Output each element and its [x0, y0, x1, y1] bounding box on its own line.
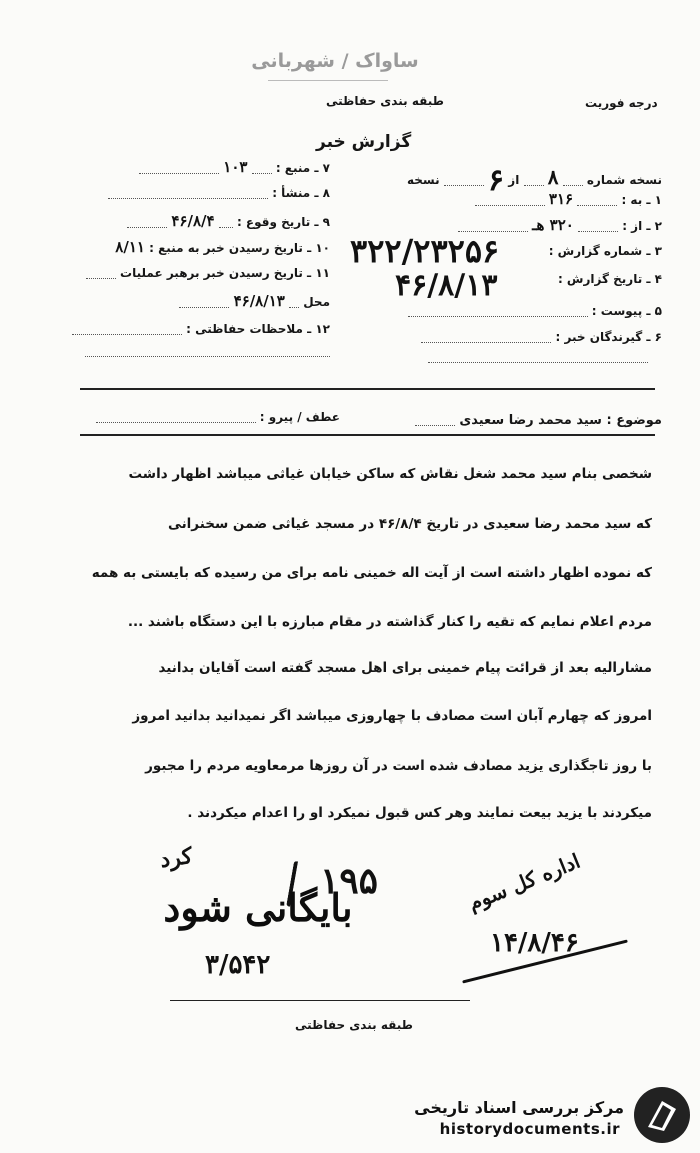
recipients-extra-line [428, 362, 648, 363]
subject-label: موضوع : [606, 413, 662, 428]
subject-text: سید محمد رضا سعیدی [459, 413, 602, 428]
priority-label: درجه فوریت [585, 96, 658, 110]
watermark-url[interactable]: historydocuments.ir [439, 1120, 620, 1138]
archive-stamp: بایگانی شود [163, 885, 353, 930]
footer-divider [170, 1000, 470, 1001]
body-line-2: که سید محمد رضا سعیدی در تاریخ ۴۶/۸/۴ در مسجد غیاثی ضمن سخنرانی [167, 516, 652, 532]
scribble-note: کرد [158, 842, 195, 874]
body-line-6: امروز که چهارم آبان است مصادف با چهاروزی میباشد اگر نمیدانید بدانید امروز [132, 708, 652, 724]
copy-suffix: نسخه [406, 173, 440, 187]
office-note: اداره کل سوم [464, 848, 584, 916]
field-attachment: ۵ ـ پیوست : [408, 304, 662, 318]
field-source-received-date: ۱۰ ـ تاریخ رسیدن خبر به منبع : ۸/۱۱ [115, 238, 330, 256]
subject-divider [80, 434, 655, 436]
header-underline [268, 80, 388, 81]
field-to: ۱ ـ به : ۳۱۶ [475, 190, 662, 208]
report-number-handwritten: ۳۲۲/۲۳۲۵۶ [350, 232, 500, 270]
field-recipients: ۶ ـ گیرندگان خبر : [421, 330, 662, 344]
report-date-handwritten: ۴۶/۸/۱۳ [395, 268, 498, 303]
field-report-date: ۴ ـ تاریخ گزارش : [557, 272, 662, 286]
archive-logo-icon [634, 1087, 690, 1143]
classification-label: طبقه بندی حفاظتی [326, 94, 444, 108]
body-line-3: که نموده اظهار داشته است از آیت اله خمینی نامه برای من رسیده که بایستی به همه [91, 565, 652, 581]
footer-classification: طبقه بندی حفاظتی [295, 1018, 413, 1032]
body-line-8: میکردند با یزید بیعت نمایند وهر کس قبول نمیکرد او را اعدام میکردند . [187, 805, 652, 821]
field-operations-received-date: ۱۱ ـ تاریخ رسیدن خبر برهبر عملیات [86, 266, 330, 280]
field-location: محل ۴۶/۸/۱۳ [179, 292, 330, 310]
office-date: ۱۴/۸/۴۶ [490, 928, 579, 958]
reference-line: عطف / پیرو : [96, 410, 340, 424]
body-line-4: مردم اعلام نمایم که تقیه را کنار گذاشته در مقام مبارزه با این دستگاه باشند ... [127, 614, 652, 630]
copy-number-value: ۸ [547, 165, 559, 189]
field-source: ۷ ـ منبع : ۱۰۳ [139, 158, 330, 176]
security-notes-extra-line [85, 356, 330, 357]
header-divider [80, 388, 655, 390]
report-title: گزارش خبر [316, 132, 412, 152]
body-line-7: با روز تاجگذاری یزید مصادف شده است در آن روزها مرمعاویه مردم را مجبور [145, 758, 652, 774]
field-report-number: ۳ ـ شماره گزارش : [548, 244, 662, 258]
archive-stamp-number: ۳/۵۴۲ [205, 950, 271, 980]
body-line-1: شخصی بنام سید محمد شغل نقاش که ساکن خیابان غیاثی میباشد اظهار داشت [128, 466, 652, 482]
field-occurrence-date: ۹ ـ تاریخ وقوع : ۴۶/۸/۴ [127, 212, 330, 230]
field-security-notes: ۱۲ ـ ملاحظات حفاظتی : [72, 322, 330, 336]
subject-line [415, 413, 662, 428]
copy-from-label: از [508, 173, 520, 187]
code-number: ۱۹۵ [320, 860, 379, 902]
field-from: ۲ ـ از : ۳۲۰ هـ [458, 216, 662, 234]
body-line-5: مشارالیه بعد از قرائت پیام خمینی برای اهل مسجد گفته است آقایان بدانید [158, 660, 652, 676]
faded-header-title: ساواک / شهربانی [251, 50, 419, 72]
field-origin: ۸ ـ منشأ : [108, 186, 330, 200]
copy-number-label: نسخه شماره [586, 173, 662, 187]
watermark-title: مرکز بررسی اسناد تاریخی [414, 1098, 624, 1117]
copy-total-value: ۶ [487, 163, 505, 198]
